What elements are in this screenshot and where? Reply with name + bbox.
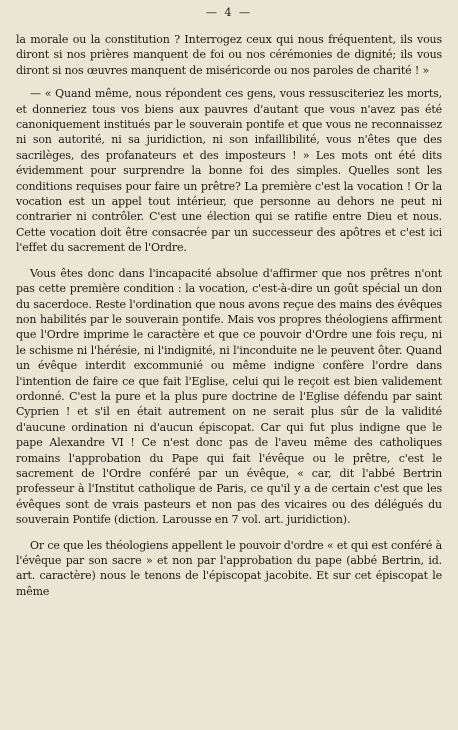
body-text — [16, 32, 442, 599]
paragraph-4: Or ce que les théologiens appellent le pouvoir d'ordre « et qui est conféré à l'évêque par son sacre » et non par l'approbation du pape (abbé Bertrin, id. art. caractère) nous le tenons de l'épiscopat jacobite. Et sur cet épiscopat le même — [16, 538, 442, 598]
paragraph-2: — « Quand même, nous répondent ces gens, vous ressusciteriez les morts, et donneriez tous vos biens aux pauvres d'autant que vous n'avez pas été canoniquement institués par le souverain pontife et que vous ne reconnaissez ni son autorité, ni sa juridiction, ni son infaillibilité, vous n'êtes que des sacrilèges, des profanateurs et des imposteurs ! » Les mots ont été dits évidemment pour surprendre la bonne foi des simples. Quelles sont les conditions requises pour faire un prêtre? La première c'est la vocation ! Or la vocation est un appel tout intérieur, que personne au dehors ne peut ni contrarier ni contrôler. C'est une élection qui se ratifie entre Dieu et nous. Cette vocation doit être consacrée par un successeur des apôtres et c'est ici l'effet du sacrement de l'Ordre. — [16, 87, 442, 255]
page-number: — 4 — — [206, 6, 252, 19]
paragraph-1: la morale ou la constitution ? Interrogez ceux qui nous fréquentent, ils vous diront si nos prières manquent de foi ou nos cérémonies de dignité; ils vous diront si nos œuvres manquent de miséricorde ou nos paroles de charité ! » — [16, 33, 442, 77]
paragraph-3: Vous êtes donc dans l'incapacité absolue d'affirmer que nos prêtres n'ont pas cette première condition : la vocation, c'est-à-dire un goût spécial un don du sacerdoce. Reste l'ordination que nous avons reçue des mains des évêques non habilités par le souverain pontife. Mais vos propres théologiens affirment que l'Ordre imprime le caractère et que ce pouvoir d'Ordre une fois reçu, ni le schisme ni l'hérésie, ni l'indignité, ni l'inconduite ne le peuvent ôter. Quand un évêque interdit excommunié ou même indigne confère l'ordre dans l'intention de faire ce que fait l'Eglise, celui qui le reçoit est bien validement ordonné. C'est la pure et la plus pure doctrine de l'Eglise défendu par saint Cyprien ! et s'il en était autrement on ne serait plus sûr de la validité d'aucune ordination ni d'aucun épiscopat. Car qui fut plus indigne que le pape Alexandre VI ! Ce n'est donc pas de l'aveu même des catholiques romains l'approbation du Pape qui fait l'évêque ou le prêtre, c'est le sacrement de l'Ordre conféré par un évêque, « car, dit l'abbé Bertrin professeur à l'Institut catholique de Paris, ce qu'il y a de certain c'est que les évêques sont de vrais pasteurs et non pas des vicaires ou des délégués du souverain Pontife (diction. Larousse en 7 vol. art. juridiction). — [16, 266, 442, 527]
